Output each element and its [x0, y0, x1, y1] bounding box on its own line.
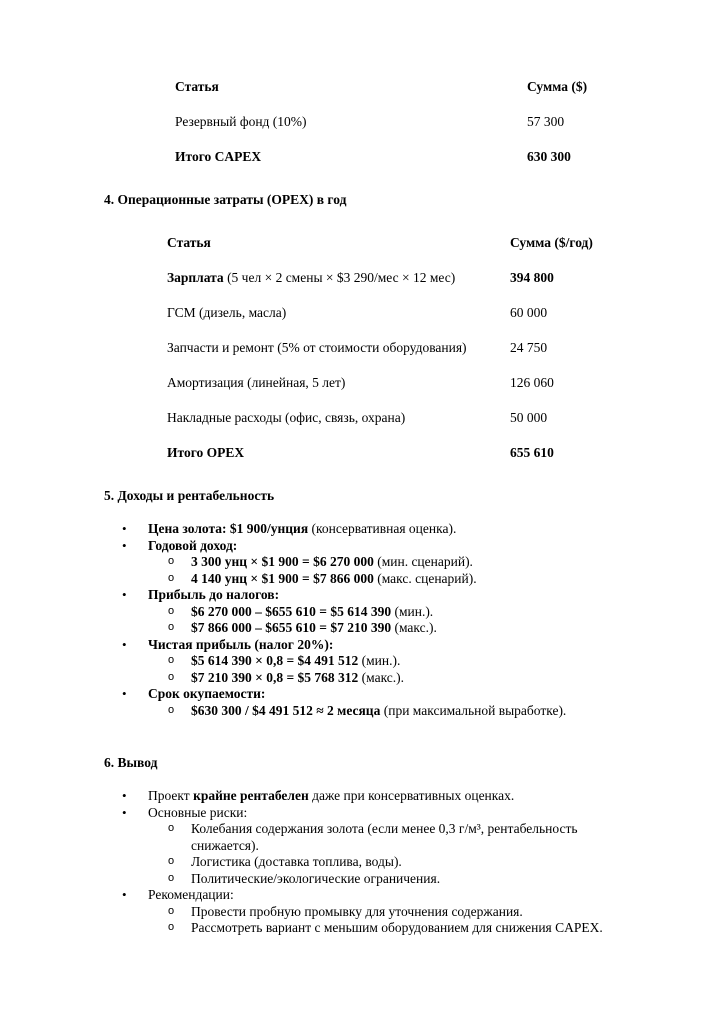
opex-header-item: Статья — [167, 235, 211, 250]
sub-item-bold: $5 614 390 × 0,8 = $4 491 512 — [191, 653, 359, 668]
annual-income-label: Годовой доход: — [148, 537, 238, 553]
opex-header-amount: Сумма ($/год) — [510, 235, 593, 250]
opex-salary-item — [167, 270, 455, 286]
gold-price-rest: (консервативная оценка). — [308, 521, 457, 536]
opex-salary-bold: Зарплата — [167, 270, 224, 285]
list-item — [0, 887, 621, 937]
risks-label: Основные риски: — [148, 804, 248, 820]
opex-row-item: Амортизация (линейная, 5 лет) — [167, 375, 346, 390]
sub-item-rest: (мин.). — [358, 653, 401, 668]
sub-list-item — [191, 554, 566, 571]
list-item — [0, 587, 566, 637]
sub-list-item: o Колебания содержания золота (если менее 0,3 г/м³, рентабельность снижается). — [191, 821, 621, 854]
opex-total-amount: 655 610 — [510, 445, 554, 460]
opex-row-amount: 60 000 — [510, 305, 548, 320]
sub-item-rest: (при максимальной выработке). — [380, 702, 567, 718]
sub-list — [148, 703, 566, 720]
sub-item-rest: (мин.). — [391, 603, 434, 619]
sub-list-item: o Логистика (доставка топлива, воды). — [191, 854, 621, 871]
capex-total-item: Итого CAPEX — [175, 149, 262, 164]
sub-list-item — [191, 703, 566, 720]
payback-label: Срок окупаемости: — [148, 686, 266, 701]
capex-header-amount: Сумма ($) — [527, 79, 588, 94]
list-item — [0, 521, 566, 538]
list-item — [0, 805, 621, 888]
opex-salary-rest: (5 чел × 2 смены × $3 290/мес × 12 мес) — [223, 270, 456, 285]
income-heading: 5. Доходы и рентабельность — [104, 488, 275, 503]
conclusion-heading: 6. Вывод — [104, 755, 158, 770]
sub-list-item — [191, 571, 566, 588]
conclusion-list — [0, 788, 621, 937]
project-post: даже при консервативных оценках. — [308, 788, 515, 803]
sub-list — [148, 821, 621, 887]
income-list — [0, 521, 566, 719]
project-pre: Проект — [148, 788, 194, 803]
sub-item-rest: (мин. сценарий). — [373, 554, 473, 569]
opex-row-amount: 24 750 — [510, 340, 548, 355]
net-profit-label: Чистая прибыль (налог 20%): — [148, 636, 334, 652]
opex-salary-amount: 394 800 — [510, 270, 554, 285]
sub-item-rest: (макс.). — [358, 669, 405, 685]
opex-row-item: Запчасти и ремонт (5% от стоимости оборудования) — [167, 340, 467, 355]
capex-row-amount: 57 300 — [527, 114, 565, 129]
opex-row-item: ГСМ (дизель, масла) — [167, 305, 287, 320]
gold-price-bold: Цена золота: $1 900/унция — [148, 521, 309, 536]
project-bold: крайне рентабелен — [193, 788, 309, 803]
list-item — [0, 788, 621, 805]
sub-item-bold: 3 300 унц × $1 900 = $6 270 000 — [191, 554, 374, 569]
opex-row-item: Накладные расходы (офис, связь, охрана) — [167, 410, 406, 425]
sub-item-bold: 4 140 унц × $1 900 = $7 866 000 — [191, 570, 374, 586]
opex-total-item: Итого OPEX — [167, 445, 245, 460]
capex-row-item: Резервный фонд (10%) — [175, 114, 307, 129]
sub-item-bold: $7 210 390 × 0,8 = $5 768 312 — [191, 669, 359, 685]
sub-item-rest: (макс.). — [391, 620, 437, 635]
sub-list-item — [191, 670, 566, 687]
sub-list — [148, 554, 566, 587]
sub-list-item — [191, 653, 566, 670]
capex-total-amount: 630 300 — [527, 149, 571, 164]
sub-list-item — [191, 604, 566, 621]
sub-item-rest: (макс. сценарий). — [373, 570, 477, 586]
pretax-label: Прибыль до налогов: — [148, 587, 280, 602]
sub-list-item: o Провести пробную промывку для уточнения содержания. — [191, 904, 621, 921]
opex-row-amount: 126 060 — [510, 375, 554, 390]
list-item — [0, 637, 566, 687]
sub-item-bold: $630 300 / $4 491 512 ≈ 2 месяца — [191, 702, 381, 718]
recs-label: Рекомендации: — [148, 887, 234, 902]
sub-list — [148, 653, 566, 686]
capex-header-item: Статья — [175, 79, 219, 94]
sub-list-item — [191, 620, 566, 637]
sub-list-item: o Политические/экологические ограничения. — [191, 871, 621, 888]
sub-list-item: o Рассмотреть вариант с меньшим оборудованием для снижения CAPEX. — [191, 920, 621, 937]
list-item — [0, 538, 566, 588]
list-item — [0, 686, 566, 719]
sub-list — [148, 604, 566, 637]
sub-list — [148, 904, 621, 937]
opex-heading: 4. Операционные затраты (OPEX) в год — [104, 192, 347, 207]
sub-item-bold: $6 270 000 – $655 610 = $5 614 390 — [191, 603, 392, 619]
opex-row-amount: 50 000 — [510, 410, 548, 425]
sub-item-bold: $7 866 000 – $655 610 = $7 210 390 — [191, 620, 392, 635]
